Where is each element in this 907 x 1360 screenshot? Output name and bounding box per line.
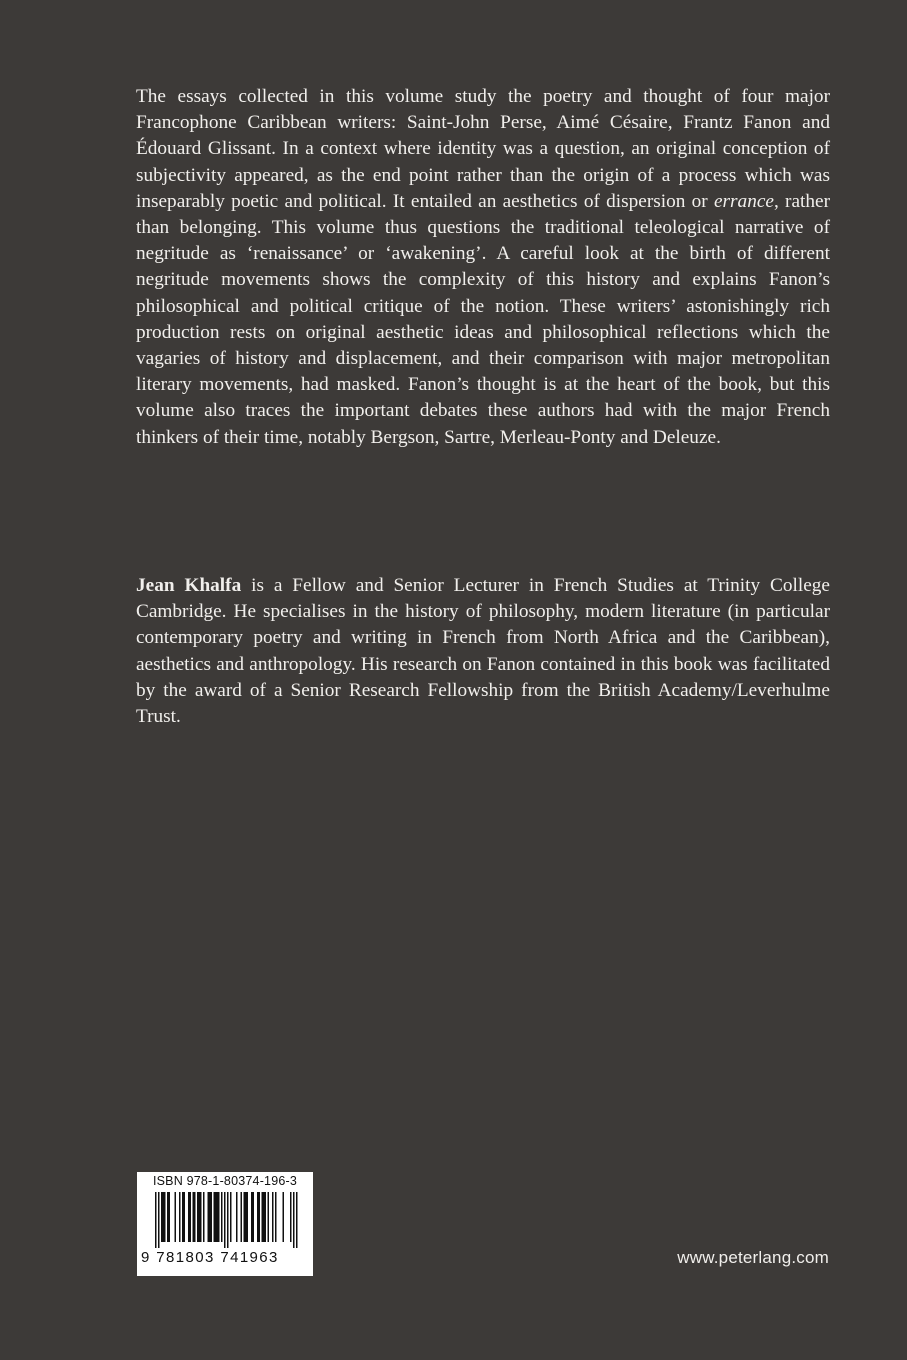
barcode-bar xyxy=(253,1192,255,1242)
barcode-bar xyxy=(199,1192,201,1242)
barcode-digits: 9 781803 741963 xyxy=(141,1249,279,1266)
barcode-bar xyxy=(236,1192,238,1242)
barcode-bar xyxy=(247,1192,249,1242)
barcode-bar xyxy=(245,1192,247,1242)
isbn-barcode xyxy=(137,1172,313,1276)
barcode-bar xyxy=(268,1192,270,1242)
barcode-bar xyxy=(214,1192,216,1242)
barcode-bar xyxy=(290,1192,292,1242)
barcode-bar xyxy=(182,1192,184,1242)
barcode-bar xyxy=(155,1192,157,1248)
barcode-bar xyxy=(188,1192,190,1242)
barcode-bar xyxy=(257,1192,259,1242)
barcode-bar xyxy=(158,1192,160,1248)
blurb-text-1: The essays collected in this volume study the poetry and thought of four major Francophone Caribbean writers: Saint-John Perse, Aimé Césaire, Frantz Fanon and Édouard Glissant. In a context where identity was a question, an original conception of subjectivity appeared, as the end point rather than the origin of a process which was inseparably poetic and political. It entailed an aesthetics of dispersion or xyxy=(136,86,830,212)
blurb-italic-term: errance xyxy=(713,190,774,212)
barcode-bar xyxy=(296,1192,298,1248)
barcode-bar xyxy=(221,1192,223,1242)
barcode-bar xyxy=(193,1192,195,1242)
barcode-bar xyxy=(179,1192,181,1242)
barcode-bar xyxy=(217,1192,219,1242)
barcode-bar xyxy=(230,1192,232,1242)
barcode-bar xyxy=(218,1192,220,1242)
barcode-bar xyxy=(211,1192,213,1242)
barcode-bar xyxy=(262,1192,264,1242)
barcode-bar xyxy=(184,1192,186,1242)
barcode-bar xyxy=(200,1192,202,1242)
isbn-label: ISBN 978-1-80374-196-3 xyxy=(152,1174,298,1188)
barcode-bar xyxy=(293,1192,295,1248)
barcode-bar xyxy=(208,1192,210,1242)
author-name: Jean Khalfa xyxy=(136,575,242,596)
barcode-bar xyxy=(272,1192,274,1242)
barcode-bar xyxy=(161,1192,163,1242)
barcode-bar xyxy=(197,1192,199,1242)
barcode-bar xyxy=(227,1192,229,1248)
publisher-website[interactable]: www.peterlang.com xyxy=(677,1248,829,1267)
barcode-bar xyxy=(163,1192,165,1242)
barcode-bar xyxy=(224,1192,226,1248)
barcode-bar xyxy=(241,1192,243,1242)
barcode-bar xyxy=(167,1192,169,1242)
barcode-bar xyxy=(203,1192,205,1242)
barcode-bar xyxy=(215,1192,217,1242)
author-bio xyxy=(136,573,830,730)
barcode-bar xyxy=(275,1192,277,1242)
barcode-bar xyxy=(265,1192,267,1242)
barcode-bar xyxy=(259,1192,261,1242)
barcode-bar xyxy=(263,1192,265,1242)
barcode-bar xyxy=(169,1192,171,1242)
barcode-bar xyxy=(244,1192,246,1242)
barcode-bar xyxy=(175,1192,177,1242)
barcode-bar xyxy=(190,1192,192,1242)
barcode-bar xyxy=(164,1192,166,1242)
blurb-text-2: , rather than belonging. This volume thus questions the traditional teleological narrative of negritude as ‘renaissance’ or ‘awakening’. A careful look at the birth of different negritude movements shows the complexity of this history and explains Fanon’s philosophical and political critique of the notion. These writers’ astonishingly rich production rests on original aesthetic ideas and philosophical reflections which the vagaries of history and displacement, and their comparison with major metropolitan literary movements, had masked. Fanon’s thought is at the heart of the book, but this volume also traces the important debates these authors had with the major French thinkers of their time, notably Bergson, Sartre, Merleau-Ponty and Deleuze. xyxy=(136,190,830,448)
barcode-bar xyxy=(251,1192,253,1242)
barcode-bars xyxy=(143,1192,307,1250)
barcode-bar xyxy=(283,1192,285,1242)
author-bio-text: is a Fellow and Senior Lecturer in French Studies at Trinity College Cambridge. He specialises in the history of philosophy, modern literature (in particular contemporary poetry and writing in French from North Africa and the Caribbean), aesthetics and anthropology. His research on Fanon contained in this book was facilitated by the award of a Senior Research Fellowship from the British Academy/Leverhulme Trust. xyxy=(136,575,830,728)
barcode-bar xyxy=(194,1192,196,1242)
barcode-bar xyxy=(209,1192,211,1242)
blurb-paragraph xyxy=(136,84,830,451)
